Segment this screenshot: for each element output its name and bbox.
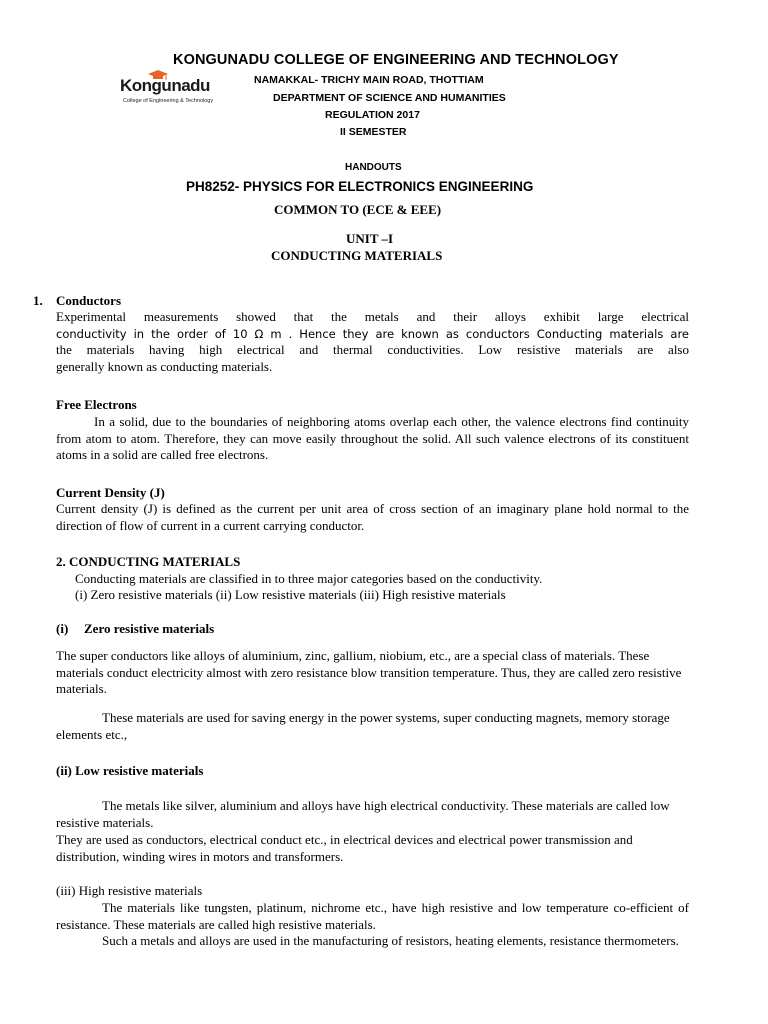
conductors-line-3: the materials having high electrical and thermal conductivities. Low resistive materials are also: [56, 342, 689, 357]
zero-resistive-paragraph-2: [56, 710, 689, 743]
conductors-line-1: Experimental measurements showed that the metals and their alloys exhibit large electrical: [56, 309, 689, 324]
common-to: COMMON TO (ECE & EEE): [274, 202, 442, 217]
college-logo: [120, 68, 220, 108]
semester: II SEMESTER: [340, 126, 407, 138]
regulation: REGULATION 2017: [325, 109, 420, 121]
free-electrons-text: In a solid, due to the boundaries of neighboring atoms overlap each other, the valence electrons find continuity from atom to atom. Therefore, they can move easily throughout the solid. All such valence electrons of its constituent atoms in a solid are called free electrons.: [56, 414, 689, 462]
classification-line: Conducting materials are classified in to three major categories based on the conductivity.: [75, 571, 543, 586]
free-electrons-paragraph: [56, 414, 689, 464]
high-resistive-heading: (iii) High resistive materials: [56, 883, 203, 898]
zero-resistive-text-2: These materials are used for saving energy in the power systems, super conducting magnets, memory storage elements etc.,: [56, 710, 670, 742]
logo-word: Kongunadu: [120, 76, 210, 95]
high-resistive-text-2: Such a metals and alloys are used in the manufacturing of resistors, heating elements, resistance thermometers.: [102, 933, 679, 948]
department-name: DEPARTMENT OF SCIENCE AND HUMANITIES: [273, 92, 506, 104]
low-resistive-paragraph-2: [56, 832, 689, 865]
free-electrons-heading: Free Electrons: [56, 397, 137, 412]
college-name: KONGUNADU COLLEGE OF ENGINEERING AND TECHNOLOGY: [173, 52, 619, 68]
low-resistive-paragraph-1: [56, 798, 689, 831]
categories-line: (i) Zero resistive materials (ii) Low resistive materials (iii) High resistive materials: [75, 587, 506, 602]
low-resistive-text-2: They are used as conductors, electrical conduct etc., in electrical devices and electrical power transmission and distribution, winding wires in motors and transformers.: [56, 832, 633, 864]
high-resistive-text-1: The materials like tungsten, platinum, nichrome etc., have high resistive and low temperature co-efficient of resistance. These materials are called high resistive materials.: [56, 900, 689, 932]
zero-resistive-number: (i): [56, 621, 69, 636]
current-density-text: Current density (J) is defined as the current per unit area of cross section of an imaginary plane hold normal to the direction of flow of current in a current carrying conductor.: [56, 501, 689, 533]
section-1-heading: Conductors: [56, 293, 122, 308]
conductors-paragraph: [56, 309, 689, 375]
course-title: PH8252- PHYSICS FOR ELECTRONICS ENGINEERING: [186, 179, 534, 194]
logo-subtitle: College of Engineering & Technology: [123, 98, 214, 104]
unit-title: CONDUCTING MATERIALS: [271, 248, 443, 263]
low-resistive-heading: (ii) Low resistive materials: [56, 763, 204, 778]
current-density-paragraph: [56, 501, 689, 534]
unit-number: UNIT –I: [346, 231, 394, 246]
handouts-label: HANDOUTS: [345, 162, 402, 173]
high-resistive-paragraph-2: [56, 933, 689, 950]
zero-resistive-paragraph-1: [56, 648, 689, 698]
section-2-heading: 2. CONDUCTING MATERIALS: [56, 554, 241, 569]
zero-resistive-text-1: The super conductors like alloys of aluminium, zinc, gallium, niobium, etc., are a special class of materials. These materials conduct electricity almost with zero resistance blow transition temperature. Thus, they are called zero resistive materials.: [56, 648, 682, 696]
current-density-heading: Current Density (J): [56, 485, 165, 500]
college-address: NAMAKKAL- TRICHY MAIN ROAD, THOTTIAM: [254, 74, 484, 86]
conductors-line-2: conductivity in the order of 10 Ω m . Hence they are known as conductors Conducting materials are: [56, 326, 689, 341]
zero-resistive-heading: Zero resistive materials: [84, 621, 215, 636]
low-resistive-text-1: The metals like silver, aluminium and alloys have high electrical conductivity. These materials are called low resistive materials.: [56, 798, 670, 830]
high-resistive-paragraph-1: [56, 900, 689, 933]
conductors-line-4: generally known as conducting materials.: [56, 358, 273, 374]
section-1-number: 1.: [33, 293, 43, 308]
